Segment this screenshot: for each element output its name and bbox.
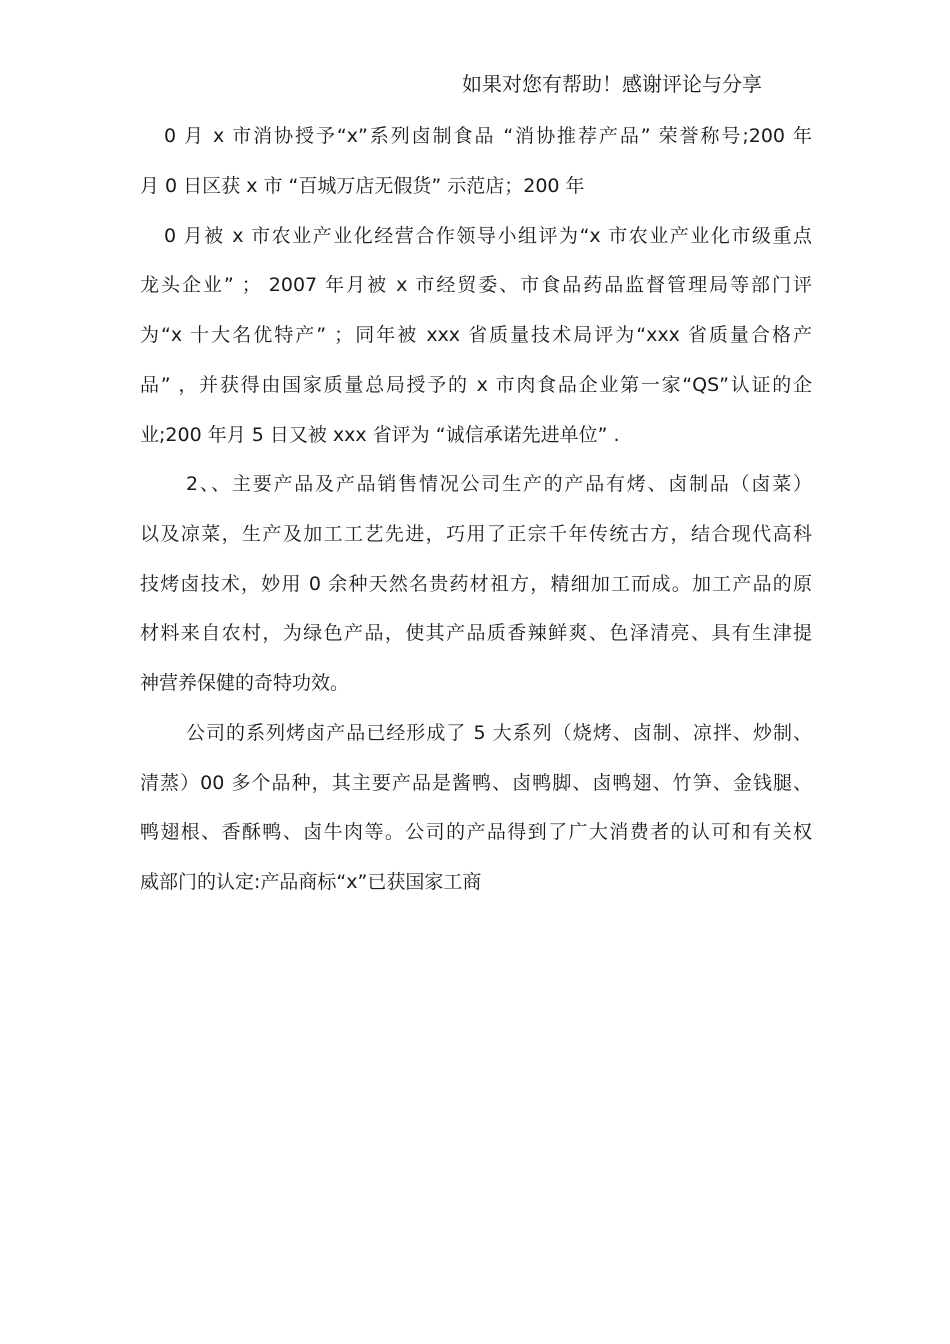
paragraph-line: 为“x 十大名优特产” ；同年被 xxx 省质量技术局评为“xxx 省质量合格产 — [140, 324, 812, 346]
paragraph-line: 0 月被 x 市农业产业化经营合作领导小组评为“x 市农业产业化市级重点 — [164, 225, 812, 247]
paragraph-line: 0 月 x 市消协授予“x”系列卤制食品 “消协推荐产品” 荣誉称号;200 年 — [164, 125, 812, 147]
paragraph-line: 鸭翅根、香酥鸭、卤牛肉等。公司的产品得到了广大消费者的认可和有关权 — [140, 821, 812, 843]
paragraph-line: 2、、主要产品及产品销售情况公司生产的产品有烤、卤制品（卤菜） — [186, 473, 812, 495]
paragraph-line: 清蒸）00 多个品种，其主要产品是酱鸭、卤鸭脚、卤鸭翅、竹笋、金钱腿、 — [140, 772, 812, 794]
paragraph-line: 以及凉菜，生产及加工工艺先进，巧用了正宗千年传统古方，结合现代高科 — [140, 523, 812, 545]
paragraph-line: 公司的系列烤卤产品已经形成了 5 大系列（烧烤、卤制、凉拌、炒制、 — [186, 722, 812, 744]
paragraph-line: 技烤卤技术，妙用 0 余种天然名贵药材祖方，精细加工而成。加工产品的原 — [140, 573, 812, 595]
paragraph-line: 威部门的认定:产品商标“x”已获国家工商 — [140, 871, 482, 893]
paragraph-line: 材料来自农村，为绿色产品，使其产品质香辣鲜爽、色泽清亮、具有生津提 — [140, 622, 812, 644]
header-note: 如果对您有帮助！感谢评论与分享 — [462, 72, 762, 96]
paragraph-line: 龙头企业” ； 2007 年月被 x 市经贸委、市食品药品监督管理局等部门评 — [140, 274, 812, 296]
paragraph-line: 月 0 日区获 x 市 “百城万店无假货” 示范店；200 年 — [140, 175, 585, 197]
paragraph-line: 品” ，并获得由国家质量总局授予的 x 市肉食品企业第一家“QS”认证的企 — [140, 374, 812, 396]
paragraph-line: 神营养保健的奇特功效。 — [140, 672, 350, 694]
paragraph-line: 业;200 年月 5 日又被 xxx 省评为 “诚信承诺先进单位” . — [140, 424, 620, 446]
